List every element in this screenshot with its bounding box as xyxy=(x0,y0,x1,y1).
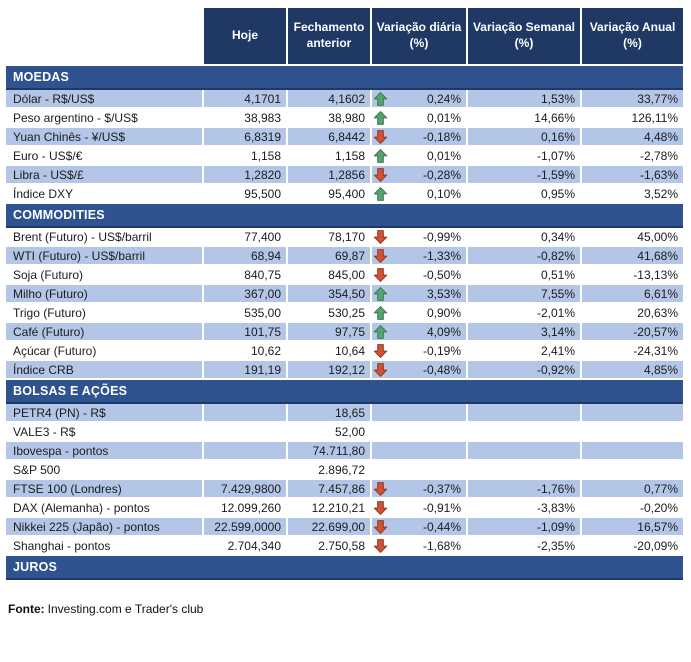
variacao-diaria-value: -0,44% xyxy=(422,519,461,534)
arrow-down-icon xyxy=(373,129,388,144)
variacao-semanal-cell: -1,59% xyxy=(467,165,581,184)
variacao-anual-cell: 33,77% xyxy=(581,89,683,108)
arrow-down-icon xyxy=(373,248,388,263)
variacao-anual-cell: 4,48% xyxy=(581,127,683,146)
row-label: Açúcar (Futuro) xyxy=(6,341,203,360)
row-label: Euro - US$/€ xyxy=(6,146,203,165)
variacao-semanal-cell: -1,07% xyxy=(467,146,581,165)
row-label: WTI (Futuro) - US$/barril xyxy=(6,246,203,265)
source-note xyxy=(6,602,683,616)
row-label: S&P 500 xyxy=(6,460,203,479)
variacao-diaria-cell xyxy=(371,227,467,246)
hoje-cell: 367,00 xyxy=(203,284,287,303)
fechamento-cell: 78,170 xyxy=(287,227,371,246)
hoje-cell: 4,1701 xyxy=(203,89,287,108)
fechamento-cell: 74.711,80 xyxy=(287,441,371,460)
table-row xyxy=(6,127,683,146)
fechamento-cell: 18,65 xyxy=(287,403,371,422)
row-label: Shanghai - pontos xyxy=(6,536,203,555)
variacao-anual-cell xyxy=(581,460,683,479)
variacao-diaria-cell xyxy=(371,184,467,203)
table-row xyxy=(6,479,683,498)
section-title: MOEDAS xyxy=(6,65,683,89)
variacao-diaria-cell xyxy=(371,460,467,479)
row-label: Brent (Futuro) - US$/barril xyxy=(6,227,203,246)
fechamento-cell: 1,2856 xyxy=(287,165,371,184)
variacao-diaria-value: -0,19% xyxy=(422,343,461,358)
variacao-anual-cell: -0,20% xyxy=(581,498,683,517)
variacao-diaria-cell xyxy=(371,403,467,422)
arrow-up-icon xyxy=(373,286,388,301)
table-row xyxy=(6,165,683,184)
hoje-cell: 7.429,9800 xyxy=(203,479,287,498)
variacao-semanal-cell: -1,09% xyxy=(467,517,581,536)
source-label: Fonte: xyxy=(8,602,45,616)
variacao-diaria-value: -0,18% xyxy=(422,129,461,144)
fechamento-cell: 95,400 xyxy=(287,184,371,203)
variacao-anual-cell: 16,57% xyxy=(581,517,683,536)
section-title: BOLSAS E AÇÕES xyxy=(6,379,683,403)
variacao-diaria-cell xyxy=(371,341,467,360)
variacao-anual-cell: -2,78% xyxy=(581,146,683,165)
variacao-diaria-cell xyxy=(371,89,467,108)
row-label: Milho (Futuro) xyxy=(6,284,203,303)
variacao-anual-cell xyxy=(581,403,683,422)
row-label: Café (Futuro) xyxy=(6,322,203,341)
hoje-cell xyxy=(203,460,287,479)
column-header-hoje: Hoje xyxy=(203,8,287,65)
arrow-up-icon xyxy=(373,305,388,320)
variacao-diaria-cell xyxy=(371,127,467,146)
fechamento-cell: 530,25 xyxy=(287,303,371,322)
fechamento-cell: 354,50 xyxy=(287,284,371,303)
variacao-anual-cell: -20,57% xyxy=(581,322,683,341)
column-header-variacao-anual: Variação Anual (%) xyxy=(581,8,683,65)
section-title: JUROS xyxy=(6,555,683,579)
row-label: Índice CRB xyxy=(6,360,203,379)
fechamento-cell: 22.699,00 xyxy=(287,517,371,536)
variacao-semanal-cell: 0,16% xyxy=(467,127,581,146)
table-row xyxy=(6,322,683,341)
variacao-semanal-cell xyxy=(467,460,581,479)
variacao-diaria-cell xyxy=(371,517,467,536)
variacao-semanal-cell: -2,01% xyxy=(467,303,581,322)
row-label: FTSE 100 (Londres) xyxy=(6,479,203,498)
section-header-bolsas-e-acoes xyxy=(6,379,683,403)
variacao-semanal-cell xyxy=(467,422,581,441)
variacao-diaria-cell xyxy=(371,536,467,555)
variacao-semanal-cell: -1,76% xyxy=(467,479,581,498)
variacao-diaria-value: 0,01% xyxy=(426,148,461,163)
fechamento-cell: 38,980 xyxy=(287,108,371,127)
table-row xyxy=(6,184,683,203)
hoje-cell: 2.704,340 xyxy=(203,536,287,555)
arrow-down-icon xyxy=(373,229,388,244)
variacao-diaria-cell xyxy=(371,165,467,184)
variacao-anual-cell: -1,63% xyxy=(581,165,683,184)
table-row xyxy=(6,403,683,422)
table-row xyxy=(6,265,683,284)
arrow-down-icon xyxy=(373,519,388,534)
variacao-semanal-cell: 0,34% xyxy=(467,227,581,246)
variacao-anual-cell: 4,85% xyxy=(581,360,683,379)
variacao-semanal-cell: 7,55% xyxy=(467,284,581,303)
variacao-anual-cell: 41,68% xyxy=(581,246,683,265)
row-label: DAX (Alemanha) - pontos xyxy=(6,498,203,517)
hoje-cell: 10,62 xyxy=(203,341,287,360)
row-label: Yuan Chinês - ¥/US$ xyxy=(6,127,203,146)
variacao-diaria-value: -1,68% xyxy=(422,538,461,553)
hoje-cell: 1,2820 xyxy=(203,165,287,184)
fechamento-cell: 69,87 xyxy=(287,246,371,265)
table-row xyxy=(6,246,683,265)
variacao-diaria-cell xyxy=(371,360,467,379)
variacao-anual-cell: -13,13% xyxy=(581,265,683,284)
fechamento-cell: 52,00 xyxy=(287,422,371,441)
fechamento-cell: 4,1602 xyxy=(287,89,371,108)
hoje-cell: 77,400 xyxy=(203,227,287,246)
table-row xyxy=(6,146,683,165)
variacao-diaria-cell xyxy=(371,108,467,127)
variacao-diaria-cell xyxy=(371,303,467,322)
fechamento-cell: 2.750,58 xyxy=(287,536,371,555)
arrow-up-icon xyxy=(373,91,388,106)
variacao-diaria-cell xyxy=(371,479,467,498)
arrow-down-icon xyxy=(373,538,388,553)
table-row xyxy=(6,498,683,517)
section-title: COMMODITIES xyxy=(6,203,683,227)
source-text: Investing.com e Trader's club xyxy=(47,602,204,616)
variacao-diaria-value: -0,99% xyxy=(422,229,461,244)
table-row xyxy=(6,284,683,303)
variacao-semanal-cell: 1,53% xyxy=(467,89,581,108)
variacao-anual-cell: -20,09% xyxy=(581,536,683,555)
variacao-anual-cell: 20,63% xyxy=(581,303,683,322)
market-report xyxy=(6,8,683,616)
hoje-cell xyxy=(203,422,287,441)
hoje-cell: 22.599,0000 xyxy=(203,517,287,536)
variacao-anual-cell xyxy=(581,422,683,441)
arrow-down-icon xyxy=(373,343,388,358)
row-label: VALE3 - R$ xyxy=(6,422,203,441)
arrow-up-icon xyxy=(373,110,388,125)
table-row xyxy=(6,460,683,479)
variacao-diaria-value: 4,09% xyxy=(426,324,461,339)
variacao-semanal-cell: 14,66% xyxy=(467,108,581,127)
arrow-down-icon xyxy=(373,500,388,515)
variacao-semanal-cell: -2,35% xyxy=(467,536,581,555)
variacao-semanal-cell: -0,92% xyxy=(467,360,581,379)
variacao-anual-cell: 0,77% xyxy=(581,479,683,498)
row-label: Dólar - R$/US$ xyxy=(6,89,203,108)
hoje-cell xyxy=(203,403,287,422)
hoje-cell: 840,75 xyxy=(203,265,287,284)
hoje-cell: 191,19 xyxy=(203,360,287,379)
header-row xyxy=(6,8,683,65)
fechamento-cell: 1,158 xyxy=(287,146,371,165)
variacao-anual-cell: 45,00% xyxy=(581,227,683,246)
row-label: Trigo (Futuro) xyxy=(6,303,203,322)
fechamento-cell: 6,8442 xyxy=(287,127,371,146)
hoje-cell: 101,75 xyxy=(203,322,287,341)
arrow-down-icon xyxy=(373,267,388,282)
variacao-semanal-cell: -0,82% xyxy=(467,246,581,265)
table-row xyxy=(6,360,683,379)
hoje-cell: 1,158 xyxy=(203,146,287,165)
variacao-diaria-value: -0,28% xyxy=(422,167,461,182)
row-label: Nikkei 225 (Japão) - pontos xyxy=(6,517,203,536)
fechamento-cell: 10,64 xyxy=(287,341,371,360)
variacao-diaria-value: 3,53% xyxy=(426,286,461,301)
variacao-semanal-cell: 2,41% xyxy=(467,341,581,360)
variacao-diaria-value: -0,50% xyxy=(422,267,461,282)
table-row xyxy=(6,108,683,127)
fechamento-cell: 2.896,72 xyxy=(287,460,371,479)
arrow-down-icon xyxy=(373,362,388,377)
table-row xyxy=(6,341,683,360)
variacao-diaria-cell xyxy=(371,265,467,284)
header-corner xyxy=(6,8,203,65)
column-header-variacao-semanal: Variação Semanal (%) xyxy=(467,8,581,65)
variacao-diaria-value: -0,37% xyxy=(422,481,461,496)
section-header-juros xyxy=(6,555,683,579)
hoje-cell: 6,8319 xyxy=(203,127,287,146)
table-row xyxy=(6,517,683,536)
arrow-down-icon xyxy=(373,481,388,496)
variacao-diaria-value: 0,24% xyxy=(426,91,461,106)
table-row xyxy=(6,227,683,246)
row-label: Peso argentino - $/US$ xyxy=(6,108,203,127)
variacao-diaria-cell xyxy=(371,422,467,441)
variacao-semanal-cell: -3,83% xyxy=(467,498,581,517)
table-row xyxy=(6,303,683,322)
variacao-semanal-cell: 0,95% xyxy=(467,184,581,203)
variacao-diaria-value: 0,10% xyxy=(426,186,461,201)
market-table xyxy=(6,8,683,580)
variacao-diaria-cell xyxy=(371,146,467,165)
table-row xyxy=(6,441,683,460)
row-label: Índice DXY xyxy=(6,184,203,203)
variacao-diaria-value: -0,91% xyxy=(422,500,461,515)
fechamento-cell: 192,12 xyxy=(287,360,371,379)
hoje-cell: 38,983 xyxy=(203,108,287,127)
hoje-cell: 12.099,260 xyxy=(203,498,287,517)
arrow-up-icon xyxy=(373,186,388,201)
arrow-up-icon xyxy=(373,148,388,163)
variacao-anual-cell xyxy=(581,441,683,460)
hoje-cell: 535,00 xyxy=(203,303,287,322)
variacao-semanal-cell: 0,51% xyxy=(467,265,581,284)
arrow-down-icon xyxy=(373,167,388,182)
section-header-commodities xyxy=(6,203,683,227)
variacao-anual-cell: 6,61% xyxy=(581,284,683,303)
column-header-variacao-diaria: Variação diária (%) xyxy=(371,8,467,65)
hoje-cell: 68,94 xyxy=(203,246,287,265)
variacao-semanal-cell xyxy=(467,441,581,460)
variacao-anual-cell: 3,52% xyxy=(581,184,683,203)
table-row xyxy=(6,536,683,555)
variacao-diaria-value: -0,48% xyxy=(422,362,461,377)
fechamento-cell: 12.210,21 xyxy=(287,498,371,517)
arrow-up-icon xyxy=(373,324,388,339)
variacao-diaria-cell xyxy=(371,246,467,265)
hoje-cell: 95,500 xyxy=(203,184,287,203)
variacao-diaria-cell xyxy=(371,498,467,517)
variacao-diaria-value: 0,01% xyxy=(426,110,461,125)
section-header-moedas xyxy=(6,65,683,89)
variacao-anual-cell: -24,31% xyxy=(581,341,683,360)
variacao-diaria-value: -1,33% xyxy=(422,248,461,263)
row-label: PETR4 (PN) - R$ xyxy=(6,403,203,422)
column-header-fechamento-anterior: Fechamento anterior xyxy=(287,8,371,65)
variacao-semanal-cell xyxy=(467,403,581,422)
variacao-anual-cell: 126,11% xyxy=(581,108,683,127)
hoje-cell xyxy=(203,441,287,460)
row-label: Libra - US$/£ xyxy=(6,165,203,184)
table-body xyxy=(6,65,683,579)
table-row xyxy=(6,422,683,441)
fechamento-cell: 97,75 xyxy=(287,322,371,341)
variacao-diaria-cell xyxy=(371,284,467,303)
fechamento-cell: 7.457,86 xyxy=(287,479,371,498)
fechamento-cell: 845,00 xyxy=(287,265,371,284)
row-label: Ibovespa - pontos xyxy=(6,441,203,460)
variacao-diaria-value: 0,90% xyxy=(426,305,461,320)
row-label: Soja (Futuro) xyxy=(6,265,203,284)
variacao-diaria-cell xyxy=(371,441,467,460)
table-row xyxy=(6,89,683,108)
variacao-semanal-cell: 3,14% xyxy=(467,322,581,341)
variacao-diaria-cell xyxy=(371,322,467,341)
